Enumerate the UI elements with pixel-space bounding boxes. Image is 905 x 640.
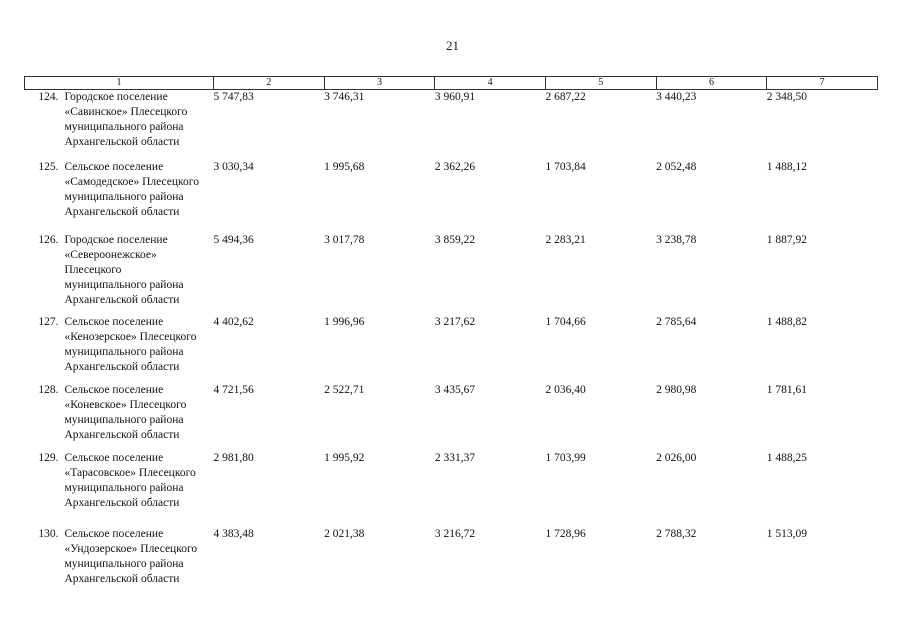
value-cell: 1 887,92: [766, 233, 808, 246]
table-row: [25, 383, 878, 451]
value-cell: 3 017,78: [324, 233, 365, 246]
row-name: Городское поселение «Североонежское» Плесецкого муниципального района Архангельской области: [64, 233, 184, 306]
value-cell: 3 217,62: [434, 315, 476, 328]
table-header: [25, 77, 878, 90]
value-cell: 2 980,98: [656, 383, 697, 396]
column-header-2: 2: [214, 77, 325, 90]
table-row: [25, 233, 878, 315]
column-header-5: 5: [545, 77, 656, 90]
value-cell: 3 859,22: [434, 233, 476, 246]
row-number: 129.: [38, 451, 59, 464]
data-table: [24, 76, 878, 589]
row-name-cell: [25, 90, 214, 160]
column-header-7: 7: [767, 77, 878, 90]
value-cell: 2 788,32: [656, 527, 697, 540]
row-name: Сельское поселение «Ундозерское» Плесецкого муниципального района Архангельской области: [64, 527, 198, 585]
value-cell: 2 026,00: [656, 451, 697, 464]
row-name-cell: [25, 315, 214, 383]
value-cell: 2 522,71: [324, 383, 365, 396]
value-cell: 2 283,21: [545, 233, 586, 246]
value-cell: 2 362,26: [434, 160, 476, 173]
row-name: Сельское поселение «Самодедское» Плесецкого муниципального района Архангельской области: [64, 160, 199, 218]
value-cell: 1 781,61: [766, 383, 808, 396]
value-cell: 1 704,66: [545, 315, 586, 328]
value-cell: 2 785,64: [656, 315, 697, 328]
value-cell: 3 216,72: [434, 527, 476, 540]
value-cell: 5 747,83: [213, 91, 254, 103]
value-cell: 3 746,31: [324, 91, 365, 103]
table-row: [25, 315, 878, 383]
row-name-cell: [25, 451, 214, 527]
page-number: 21: [446, 38, 459, 53]
value-cell: 2 052,48: [656, 160, 697, 173]
value-cell: 3 960,91: [434, 91, 476, 103]
column-header-3: 3: [324, 77, 435, 90]
table-row: [25, 90, 878, 160]
value-cell: 1 995,68: [324, 160, 365, 173]
value-cell: 1 488,25: [766, 451, 808, 464]
value-cell: 1 703,84: [545, 160, 586, 173]
value-cell: 2 981,80: [213, 451, 254, 464]
value-cell: 1 703,99: [545, 451, 586, 464]
column-header-4: 4: [435, 77, 546, 90]
row-number: 126.: [38, 233, 59, 246]
row-name-cell: [25, 383, 214, 451]
row-number: 125.: [38, 160, 59, 173]
value-cell: 1 728,96: [545, 527, 586, 540]
value-cell: 5 494,36: [213, 233, 254, 246]
value-cell: 2 331,37: [434, 451, 476, 464]
table-row: [25, 527, 878, 589]
table-row: [25, 451, 878, 527]
row-name: Сельское поселение «Коневское» Плесецкого муниципального района Архангельской области: [64, 383, 187, 441]
row-number: 128.: [38, 383, 59, 396]
row-name: Сельское поселение «Кенозерское» Плесецкого муниципального района Архангельской области: [64, 315, 197, 373]
value-cell: 4 402,62: [213, 315, 254, 328]
value-cell: 1 513,09: [766, 527, 808, 540]
value-cell: 1 488,12: [766, 160, 808, 173]
row-number: 127.: [38, 315, 59, 328]
value-cell: 4 721,56: [213, 383, 254, 396]
value-cell: 2 036,40: [545, 383, 586, 396]
value-cell: 2 021,38: [324, 527, 365, 540]
row-name: Сельское поселение «Тарасовское» Плесецкого муниципального района Архангельской области: [64, 451, 196, 509]
row-name-cell: [25, 233, 214, 315]
header-row: [25, 77, 878, 90]
value-cell: 3 030,34: [213, 160, 254, 173]
row-number: 130.: [38, 527, 59, 540]
value-cell: 1 995,92: [324, 451, 365, 464]
table-row: [25, 160, 878, 233]
row-name-cell: [25, 160, 214, 233]
row-name-cell: [25, 527, 214, 589]
value-cell: 1 996,96: [324, 315, 365, 328]
column-header-6: 6: [656, 77, 767, 90]
row-number: 124.: [38, 91, 59, 103]
value-cell: 2 348,50: [766, 91, 808, 103]
value-cell: 1 488,82: [766, 315, 808, 328]
value-cell: 2 687,22: [545, 91, 586, 103]
value-cell: 3 435,67: [434, 383, 476, 396]
value-cell: 4 383,48: [213, 527, 254, 540]
row-name: Городское поселение «Савинское» Плесецкого муниципального района Архангельской области: [64, 91, 188, 148]
column-header-1: 1: [25, 77, 214, 90]
value-cell: 3 440,23: [656, 91, 697, 103]
value-cell: 3 238,78: [656, 233, 697, 246]
table-body: [25, 90, 878, 589]
